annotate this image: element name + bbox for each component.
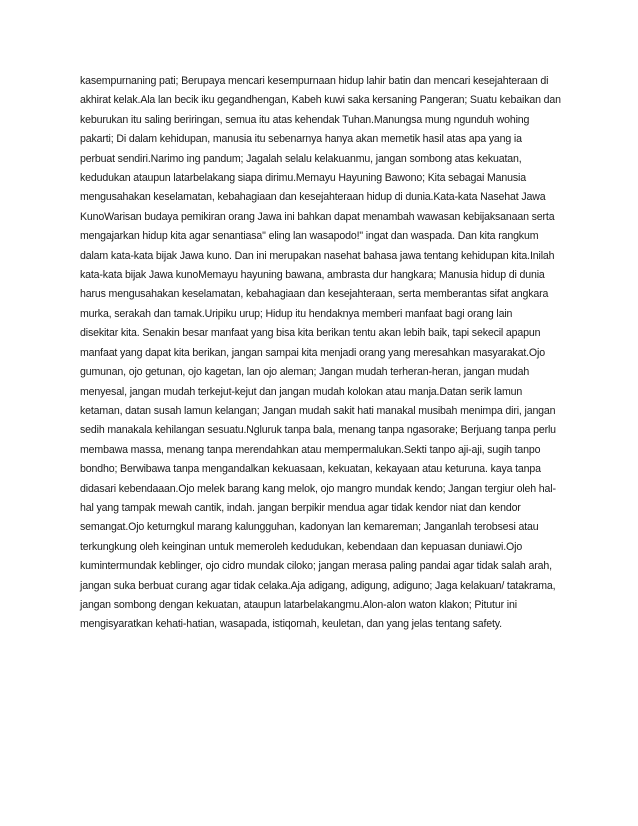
- text-line: disekitar kita. Senakin besar manfaat yang bisa kita berikan tentu akan lebih baik, tapi sekecil apapun: [80, 327, 541, 340]
- text-line: mengajarkan hidup kita agar senantiasa" eling lan wasapodo!" ingat dan waspada. Dan kita rangkum: [80, 230, 539, 243]
- text-line: terkungkung oleh keinginan untuk memeroleh kedudukan, kebendaan dan kepuasan duniawi.Ojo: [80, 540, 523, 553]
- text-line: gumunan, ojo getunan, ojo kagetan, lan ojo aleman; Jangan mudah terheran-heran, jangan mudah: [80, 366, 530, 379]
- text-line: mengusahakan keselamatan, kebahagiaan dan kesejahteraan hidup di dunia.Kata-kata Nasehat Jawa: [80, 191, 546, 204]
- text-line: mengisyaratkan kehati-hatian, wasapada, istiqomah, keuletan, dan yang jelas tentang safety.: [80, 618, 502, 631]
- text-line: menyesal, jangan mudah terkejut-kejut dan jangan mudah kolokan atau manja.Datan serik lamun: [80, 385, 523, 398]
- text-line: didasari kebendaaan.Ojo melek barang kang melok, ojo mangro mundak kendo; Jangan tergiur oleh hal-: [80, 482, 556, 495]
- text-line: manfaat yang dapat kita berikan, jangan sampai kita menjadi orang yang meresahkan masyarakat.Ojo: [80, 346, 545, 359]
- text-line: pakarti; Di dalam kehidupan, manusia itu sebenarnya hanya akan memetik hasil atas apa yang ia: [80, 133, 522, 146]
- text-line: KunoWarisan budaya pemikiran orang Jawa ini bahkan dapat menambah wawasan kebijaksanaan serta: [80, 210, 555, 223]
- text-line: ketaman, datan susah lamun kelangan; Jangan mudah sakit hati manakal musibah menimpa diri, jangan: [80, 404, 556, 417]
- text-line: perbuat sendiri.Narimo ing pandum; Jagalah selalu kelakuanmu, jangan sombong atas kekuatan,: [80, 152, 522, 165]
- text-line: membawa massa, menang tanpa merendahkan atau mempermalukan.Sekti tanpo aji-aji, sugih tanpo: [80, 443, 541, 456]
- text-line: sedih manakala kehilangan sesuatu.Ngluruk tanpa bala, menang tanpa ngasorake; Berjuang tanpa perlu: [80, 424, 556, 437]
- text-line: harus mengusahakan keselamatan, kebahagiaan dan kesejahteraan, serta memberantas sifat angkara: [80, 288, 549, 301]
- text-line: bondho; Berwibawa tanpa mengandalkan kekuasaan, kekuatan, kekayaan atau keturuna. kaya tanpa: [80, 463, 541, 476]
- text-line: semangat.Ojo keturngkul marang kalungguhan, kadonyan lan kemareman; Janganlah terobsesi atau: [80, 521, 539, 534]
- body-paragraph: [80, 72, 570, 635]
- text-line: keburukan itu saling beriringan, semua itu atas kehendak Tuhan.Manungsa mung ngunduh wohing: [80, 113, 530, 126]
- text-line: kasempurnaning pati; Berupaya mencari kesempurnaan hidup lahir batin dan mencari kesejahteraan di: [80, 75, 549, 87]
- text-line: kata-kata bijak Jawa kunoMemayu hayuning bawana, ambrasta dur hangkara; Manusia hidup di dunia: [80, 269, 545, 282]
- text-line: hal yang tampak mewah cantik, indah. jangan berpikir mendua agar tidak kendor niat dan kendor: [80, 501, 521, 514]
- text-line: murka, serakah dan tamak.Uripiku urup; Hidup itu hendaknya memberi manfaat bagi orang lain: [80, 307, 513, 320]
- text-line: akhirat kelak.Ala lan becik iku gegandhengan, Kabeh kuwi saka kersaning Pangeran; Suatu kebaikan dan: [80, 94, 561, 107]
- text-line: kedudukan ataupun latarbelakang siapa dirimu.Memayu Hayuning Bawono; Kita sebagai Manusia: [80, 172, 527, 185]
- text-line: jangan sombong dengan kekuatan, ataupun latarbelakangmu.Alon-alon waton klakon; Pitutur ini: [80, 598, 517, 611]
- text-line: jangan suka berbuat curang agar tidak celaka.Aja adigang, adigung, adiguno; Jaga kelakuan/ tatakrama,: [80, 579, 556, 592]
- text-line: dalam kata-kata bijak Jawa kuno. Dan ini merupakan nasehat bahasa jawa tentang kehidupan kita.Inilah: [80, 249, 555, 262]
- text-line: kumintermundak keblinger, ojo cidro mundak ciloko; jangan merasa paling pandai agar tidak salah arah,: [80, 560, 552, 573]
